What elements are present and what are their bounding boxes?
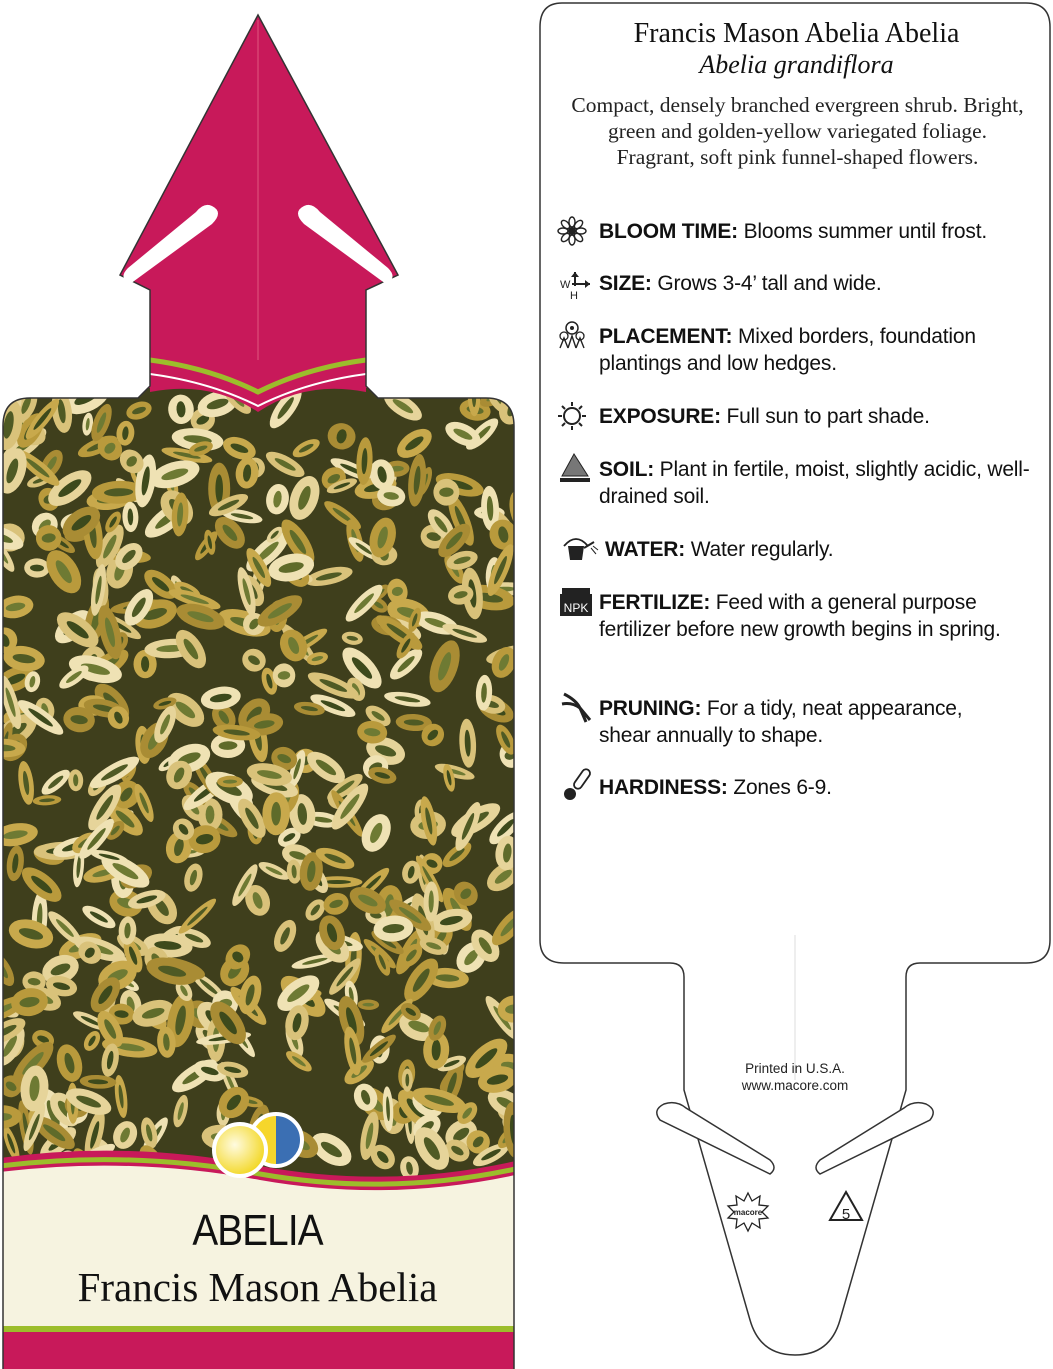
printed-in: Printed in U.S.A. — [745, 1061, 845, 1076]
attr-text: Mixed borders, foundation plantings and low hedges. — [599, 325, 976, 375]
svg-text:H: H — [570, 290, 578, 302]
attr-label: PRUNING: — [599, 697, 702, 720]
attr-hardiness — [558, 774, 1038, 801]
attr-text: Full sun to part shade. — [726, 405, 930, 428]
svg-text:macore: macore — [733, 1208, 763, 1217]
attr-label: EXPOSURE: — [599, 405, 721, 428]
attr-label: SOIL: — [599, 458, 654, 481]
leaf-center — [514, 499, 525, 522]
svg-text:NPK: NPK — [563, 601, 589, 615]
attr-text: Water regularly. — [690, 538, 834, 561]
attr-placement — [558, 323, 1038, 377]
attr-water — [558, 536, 1038, 563]
scientific-name: Abelia grandiflora — [699, 50, 894, 79]
attr-bloom-time — [558, 218, 1038, 245]
attr-text: Blooms summer until frost. — [743, 220, 987, 243]
attr-label: HARDINESS: — [599, 776, 728, 799]
svg-text:5: 5 — [841, 1206, 851, 1223]
front-variety-name: Francis Mason Abelia — [77, 1264, 438, 1310]
leaf-center — [215, 474, 223, 503]
attr-exposure — [558, 403, 1038, 430]
attr-text: For a tidy, neat appearance, shear annually to shape. — [599, 697, 963, 747]
attr-label: BLOOM TIME: — [599, 220, 738, 243]
attr-text: Grows 3-4’ tall and wide. — [657, 272, 882, 295]
attr-soil — [558, 456, 1038, 510]
back-tag — [540, 3, 1050, 1355]
attr-text: Plant in fertile, moist, slightly acidic, well-drained soil. — [599, 458, 1030, 508]
leaf-center — [324, 880, 352, 884]
leaf-center — [405, 1074, 409, 1087]
printer-info — [700, 1060, 890, 1094]
attr-text: Feed with a general purpose fertilizer before new growth begins in spring. — [599, 591, 1001, 641]
attr-size — [558, 270, 1038, 297]
attr-fertilize — [558, 589, 1038, 643]
plant-description: Compact, densely branched evergreen shrub. Bright, green and golden-yellow variegated foliage. Fragrant, soft pink funnel-shaped flowers. — [571, 93, 1024, 169]
attr-label: WATER: — [605, 538, 686, 561]
attr-label: FERTILIZE: — [599, 591, 711, 614]
front-common-name: ABELIA — [192, 1206, 323, 1255]
attr-label: SIZE: — [599, 272, 652, 295]
website: www.macore.com — [741, 1078, 849, 1093]
back-title: Francis Mason Abelia Abelia — [633, 18, 960, 49]
attr-label: PLACEMENT: — [599, 325, 733, 348]
svg-text:W: W — [560, 279, 571, 291]
attr-pruning — [558, 695, 1038, 749]
leaf-center — [206, 806, 215, 824]
attr-text: Zones 6-9. — [733, 776, 832, 799]
